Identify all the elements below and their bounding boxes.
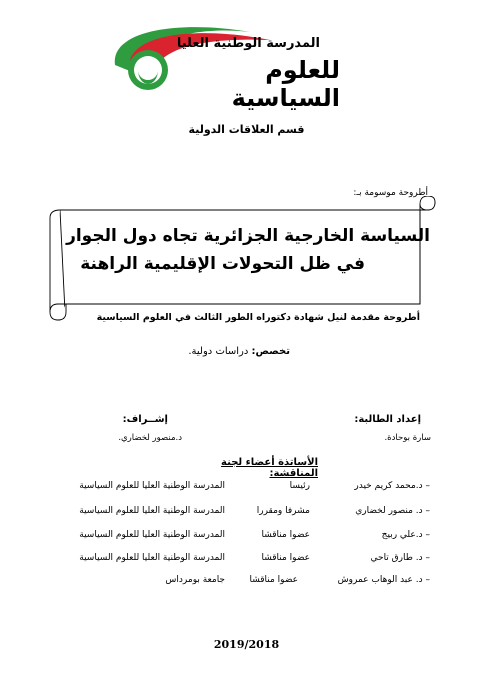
jury-member-row bbox=[55, 575, 430, 591]
jury-member-role: رئيسا bbox=[289, 481, 310, 491]
jury-member-institution: المدرسة الوطنية العليا للعلوم السياسية bbox=[79, 506, 225, 516]
jury-member-institution: المدرسة الوطنية العليا للعلوم السياسية bbox=[79, 481, 225, 491]
student-name: سارة بوحادة. bbox=[384, 433, 431, 443]
supervisor-name: د.منصور لخضاري. bbox=[118, 433, 182, 443]
thesis-title-line1: السياسة الخارجية الجزائرية تجاه دول الجوار bbox=[66, 226, 430, 246]
jury-member-row bbox=[55, 530, 430, 546]
school-name-line1: المدرسة الوطنية العليا bbox=[176, 36, 320, 51]
jury-member-institution: المدرسة الوطنية العليا للعلوم السياسية bbox=[79, 530, 225, 540]
jury-title: الأساتذة أعضاء لجنة المناقشة: bbox=[221, 457, 318, 479]
thesis-title-line2: في ظل التحولات الإقليمية الراهنة bbox=[80, 254, 365, 274]
jury-member-role: عضوا مناقشا bbox=[249, 575, 298, 585]
jury-member-role: عضوا مناقشا bbox=[261, 553, 310, 563]
jury-member-institution: جامعة بومرداس bbox=[165, 575, 225, 585]
department-name: قسم العلاقات الدولية bbox=[188, 123, 305, 136]
jury-member-row bbox=[55, 553, 430, 569]
specialty-label: تخصص: bbox=[251, 346, 290, 357]
academic-year: 2019/2018 bbox=[213, 638, 280, 651]
thesis-label: أطروحة موسومة بـ: bbox=[353, 188, 428, 198]
jury-member-role: مشرفا ومقررا bbox=[256, 506, 310, 516]
jury-member-name: – د.محمد كريم خيدر bbox=[354, 481, 430, 491]
jury-member-name: – د. عبد الوهاب عمروش bbox=[337, 575, 430, 585]
jury-member-name: – د.علي ربيج bbox=[381, 530, 430, 540]
specialty bbox=[100, 346, 290, 357]
thesis-subtitle: أطروحة مقدمة لنيل شهادة دكتوراه الطور الثالث في العلوم السياسية bbox=[96, 312, 420, 323]
specialty-value: دراسات دولية. bbox=[188, 346, 252, 357]
jury-member-row bbox=[55, 481, 430, 497]
jury-member-institution: المدرسة الوطنية العليا للعلوم السياسية bbox=[79, 553, 225, 563]
jury-member-row bbox=[55, 506, 430, 522]
supervision-label: إشــراف: bbox=[122, 414, 168, 425]
jury-member-name: – د. طارق تاحي bbox=[370, 553, 430, 563]
jury-member-role: عضوا مناقشا bbox=[261, 530, 310, 540]
prepared-by-label: إعداد الطالبة: bbox=[354, 414, 421, 425]
school-name-line2: للعلوم السياسية bbox=[231, 56, 340, 112]
jury-member-name: – د. منصور لخضاري bbox=[355, 506, 430, 516]
